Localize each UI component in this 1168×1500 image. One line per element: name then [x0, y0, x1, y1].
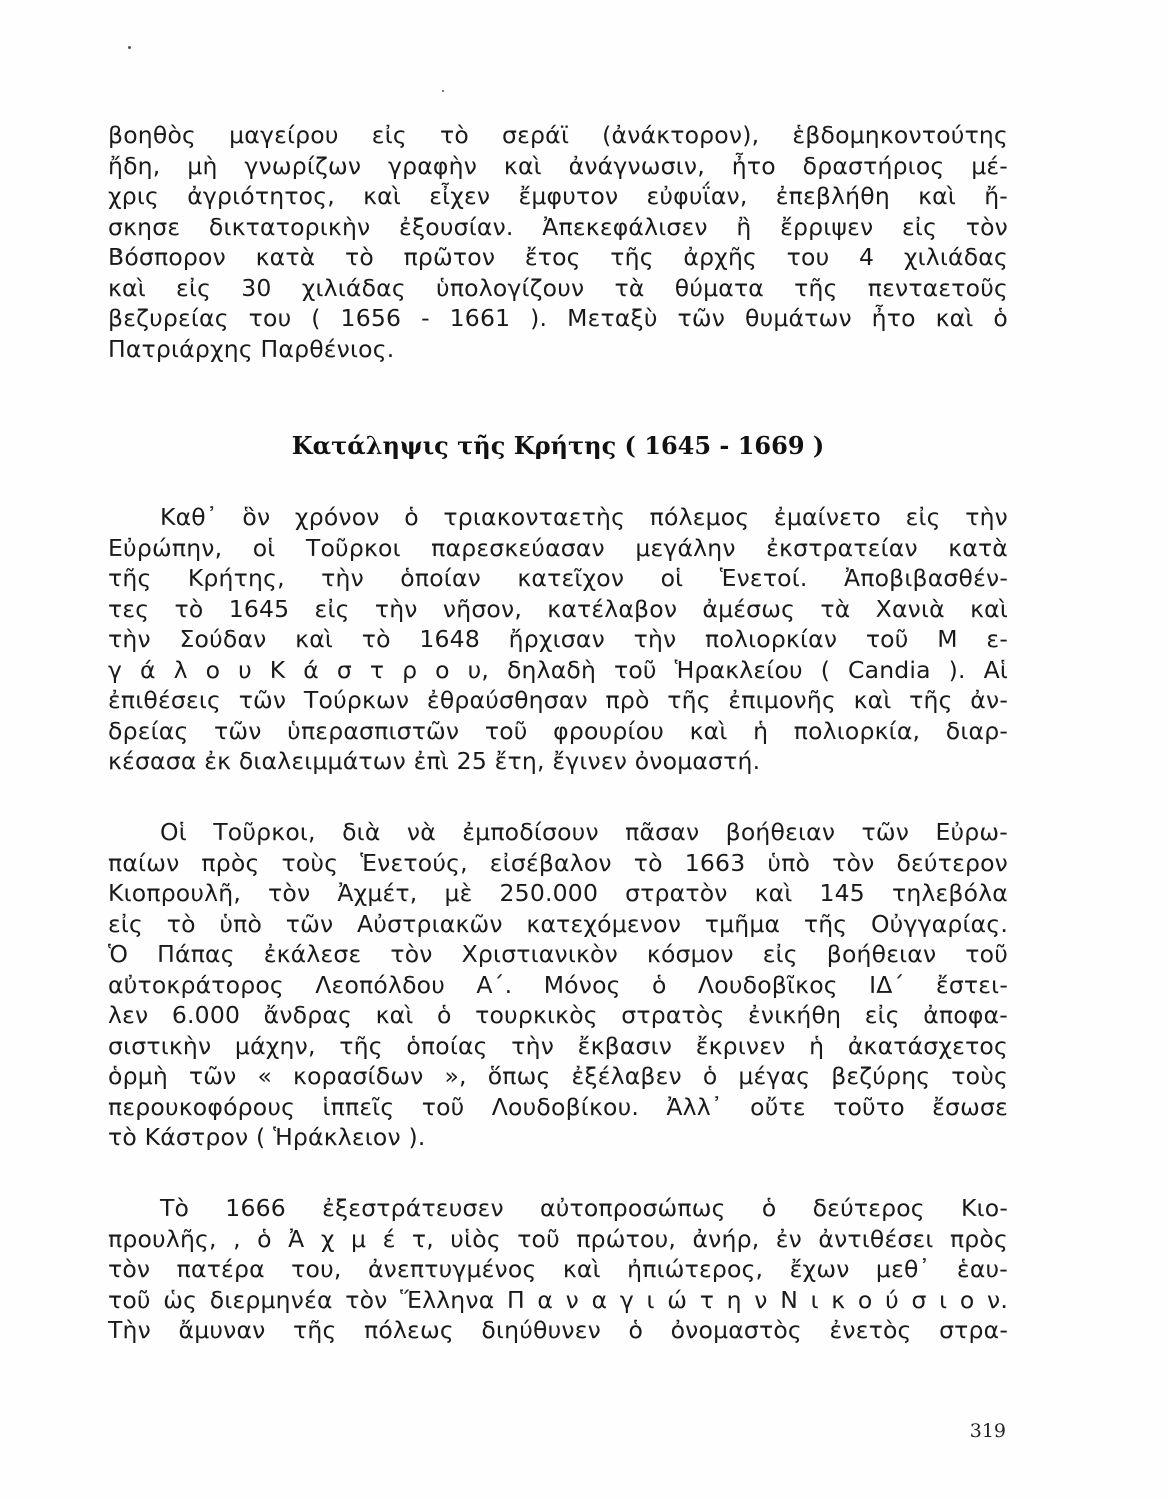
text-line: γ ά λ ο υ Κ ά σ τ ρ ο υ, δηλαδὴ τοῦ Ἡρακλείου ( Candia ). Αἱ	[108, 655, 1008, 684]
text-line: Τὴν ἄμυναν τῆς πόλεως διηύθυνεν ὁ ὀνομαστὸς ἐνετὸς στρα-	[108, 1316, 1008, 1344]
text-line: Κιοπρουλῆ, τὸν Ἀχμέτ, μὲ 250.000 στρατὸν καὶ 145 τηλεβόλα	[108, 879, 1008, 907]
text-line: Τὸ 1666 ἐξεστράτευσεν αὐτοπροσώπως ὁ δεύτερος Κιο-	[160, 1194, 1008, 1222]
text-line: εἰς τὸ ὑπὸ τῶν Αὐστριακῶν κατεχόμενον τμῆμα τῆς Οὐγγαρίας.	[108, 909, 1008, 938]
text-line: Καθ᾿ ὃν χρόνον ὁ τριακονταετὴς πόλεμος ἐμαίνετο εἰς τὴν	[160, 503, 1008, 531]
text-line: τὸν πατέρα του, ἀνεπτυγμένος καὶ ἠπιώτερος, ἔχων μεθ᾿ ἑαυ-	[108, 1255, 1008, 1283]
text-line: βεζυρείας του ( 1656 - 1661 ). Μεταξὺ τῶν θυμάτων ἦτο καὶ ὁ	[108, 304, 1008, 332]
text-line: Ὁ Πάπας ἐκάλεσε τὸν Χριστιανικὸν κόσμον εἰς βοήθειαν τοῦ	[108, 940, 1008, 968]
page-number: 319	[969, 1420, 1006, 1442]
paragraph-2	[108, 502, 1008, 777]
text-line: προυλῆς, , ὁ Ἀ χ μ έ τ, υἱὸς τοῦ πρώτου, ἀνήρ, ἐν ἀντιθέσει πρὸς	[108, 1224, 1008, 1253]
text-line: σιστικὴν μάχην, τῆς ὁποίας τὴν ἔκβασιν ἔκρινεν ἡ ἀκατάσχετος	[108, 1031, 1008, 1060]
text-line: λεν 6.000 ἄνδρας καὶ ὁ τουρκικὸς στρατὸς ἐνικήθη εἰς ἀποφα-	[108, 1001, 1008, 1029]
text-line: κέσασα ἐκ διαλειμμάτων ἐπὶ 25 ἔτη, ἔγινεν ὀνομαστή.	[108, 747, 761, 775]
text-line: δρείας τῶν ὑπερασπιστῶν τοῦ φρουρίου καὶ ἡ πολιορκία, διαρ-	[108, 716, 1008, 745]
text-line: χρις ἀγριότητος, καὶ εἶχεν ἔμφυτον εὐφυΐαν, ἐπεβλήθη καὶ ἤ-	[108, 182, 1008, 210]
section-heading: Κατάληψις τῆς Κρήτης ( 1645 - 1669 )	[291, 431, 825, 460]
text-line: ἤδη, μὴ γνωρίζων γραφὴν καὶ ἀνάγνωσιν, ἦτο δραστήριος μέ-	[108, 151, 1008, 180]
paragraph-3	[108, 817, 1008, 1153]
text-line: Βόσπορον κατὰ τὸ πρῶτον ἔτος τῆς ἀρχῆς του 4 χιλιάδας	[108, 243, 1008, 271]
text-line: Πατριάρχης Παρθένιος.	[108, 334, 395, 363]
text-line: αὐτοκράτορος Λεοπόλδου Α΄. Μόνος ὁ Λουδοβῖκος ΙΔ΄ ἔστει-	[108, 970, 1008, 999]
text-line: σκησε δικτατορικὴν ἐξουσίαν. Ἀπεκεφάλισεν ἢ ἔρριψεν εἰς τὸν	[108, 212, 1008, 241]
text-line: καὶ εἰς 30 χιλιάδας ὑπολογίζουν τὰ θύματα τῆς πενταετοῦς	[108, 273, 1008, 302]
scan-speck	[442, 90, 444, 92]
text-line: τὸ Κάστρον ( Ἡράκλειον ).	[108, 1123, 426, 1151]
text-line: περουκοφόρους ἱππεῖς τοῦ Λουδοβίκου. Ἀλλ᾿ οὔτε τοῦτο ἔσωσε	[108, 1092, 1008, 1121]
text-line: τῆς Κρήτης, τὴν ὁποίαν κατεῖχον οἱ Ἑνετοί. Ἀποβιβασθέν-	[108, 564, 1008, 592]
text-line: ἐπιθέσεις τῶν Τούρκων ἐθραύσθησαν πρὸ τῆς ἐπιμονῆς καὶ τῆς ἀν-	[108, 686, 1008, 714]
text-line: ὁρμὴ τῶν « κορασίδων », ὅπως ἐξέλαβεν ὁ μέγας βεζύρης τοὺς	[108, 1062, 1008, 1090]
text-line: Οἱ Τοῦρκοι, διὰ νὰ ἐμποδίσουν πᾶσαν βοήθειαν τῶν Εὐρω-	[160, 818, 1008, 846]
text-line: τες τὸ 1645 εἰς τὴν νῆσον, κατέλαβον ἀμέσως τὰ Χανιὰ καὶ	[108, 594, 1008, 623]
scan-speck	[128, 46, 131, 49]
text-line: βοηθὸς μαγείρου εἰς τὸ σεράϊ (ἀνάκτορον), ἑβδομηκοντούτης	[108, 121, 1008, 149]
paragraph-1	[108, 120, 1008, 364]
paragraph-4	[108, 1193, 1008, 1346]
text-line: Εὐρώπην, οἱ Τοῦρκοι παρεσκεύασαν μεγάλην ἐκστρατείαν κατὰ	[108, 533, 1008, 562]
text-line: τὴν Σούδαν καὶ τὸ 1648 ἤρχισαν τὴν πολιορκίαν τοῦ Μ ε-	[108, 625, 1008, 653]
text-line: παίων πρὸς τοὺς Ἑνετούς, εἰσέβαλον τὸ 1663 ὑπὸ τὸν δεύτερον	[108, 848, 1008, 877]
text-line: τοῦ ὡς διερμηνέα τὸν Ἕλληνα Π α ν α γ ι ώ τ η ν Ν ι κ ο ύ σ ι ο ν.	[108, 1285, 1008, 1314]
